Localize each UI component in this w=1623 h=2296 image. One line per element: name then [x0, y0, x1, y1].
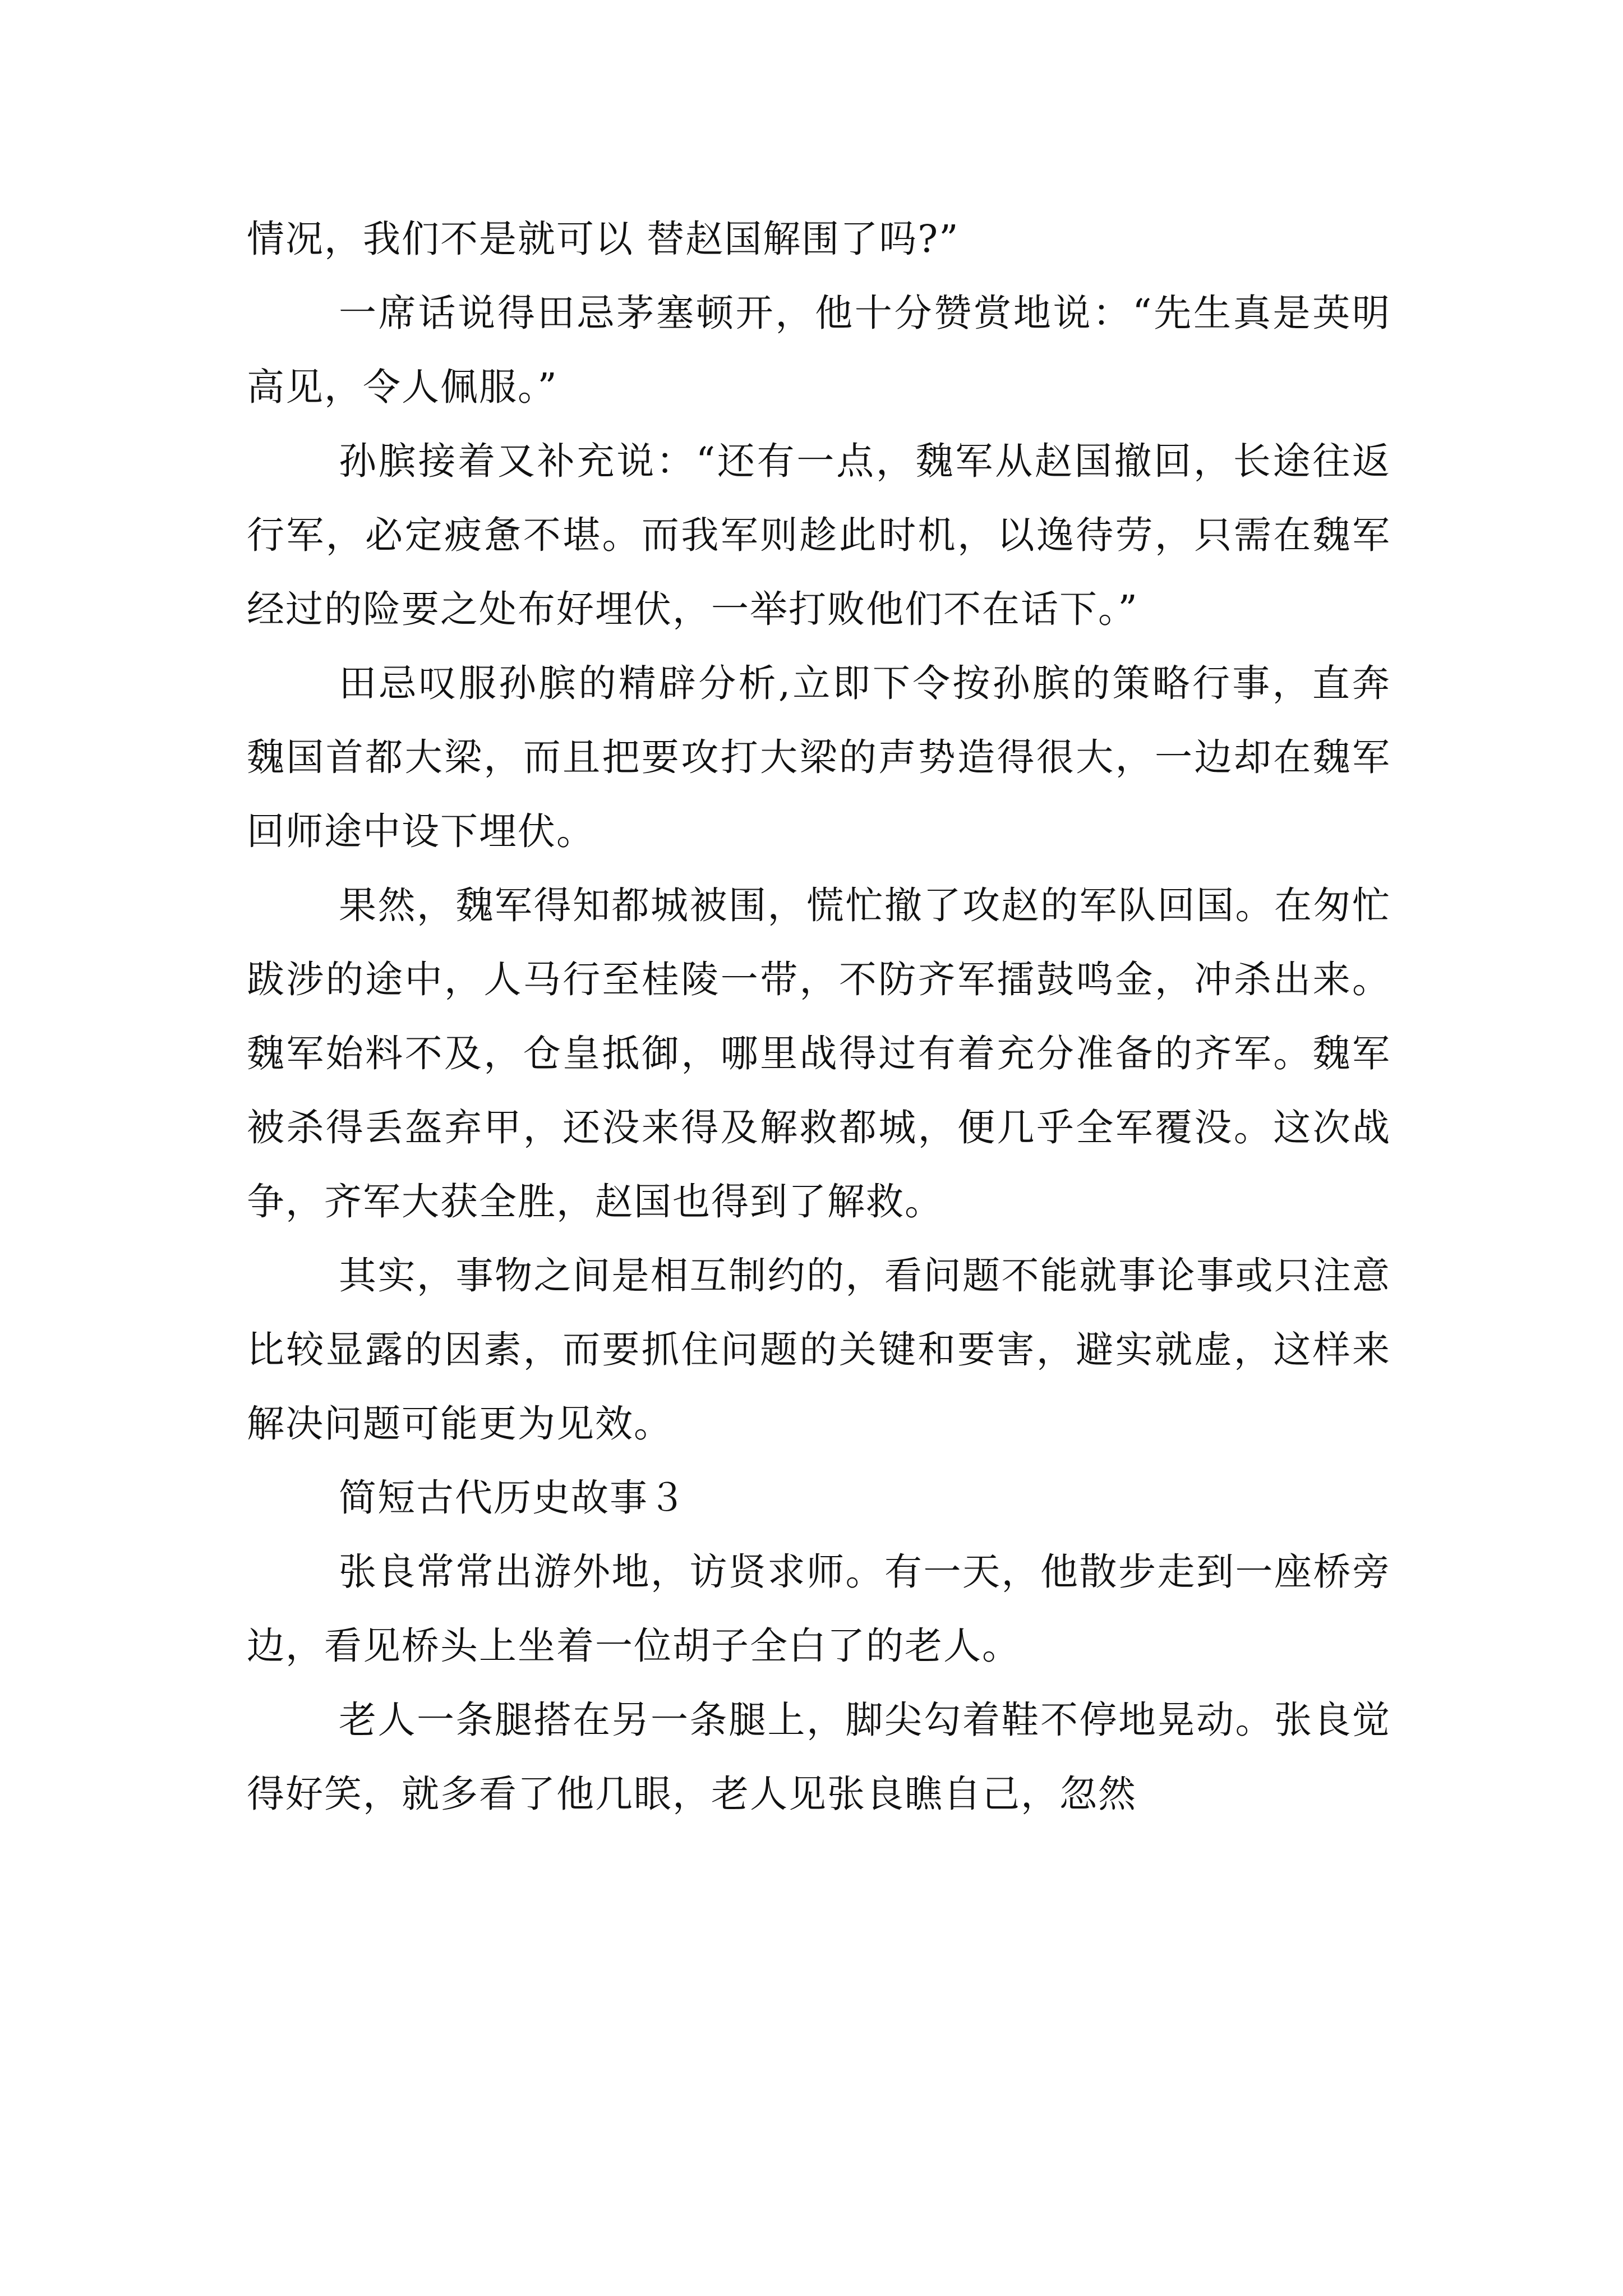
paragraph: 其实，事物之间是相互制约的，看问题不能就事论事或只注意比较显露的因素，而要抓住问题的关键和要害，避实就虚，这样来解决问题可能更为见效。	[247, 1254, 1391, 1446]
paragraph: 孙膑接着又补充说：“还有一点，魏军从赵国撤回，长途往返行军，必定疲惫不堪。而我军则趁此时机，以逸待劳，只需在魏军经过的险要之处布好埋伏，一举打败他们不在话下。”	[247, 439, 1391, 631]
paragraph-continuation: 情况，我们不是就可以 替赵国解围了吗?”	[247, 217, 960, 261]
paragraph: 果然，魏军得知都城被围，慌忙撤了攻赵的军队回国。在匆忙跋涉的途中，人马行至桂陵一带，不防齐军擂鼓鸣金，冲杀出来。魏军始料不及，仓皇抵御，哪里战得过有着充分准备的齐军。魏军被杀得丢盔弃甲，还没来得及解救都城，便几乎全军覆没。这次战争，齐军大获全胜，赵国也得到了解救。	[247, 884, 1391, 1223]
paragraph: 老人一条腿搭在另一条腿上，脚尖勾着鞋不停地晃动。张良觉得好笑，就多看了他几眼，老人见张良瞧自己，忽然	[247, 1698, 1391, 1816]
paragraph: 张良常常出游外地，访贤求师。有一天，他散步走到一座桥旁边，看见桥头上坐着一位胡子全白了的老人。	[247, 1550, 1391, 1668]
body-text	[247, 202, 1391, 1831]
paragraph: 田忌叹服孙膑的精辟分析,立即下令按孙膑的策略行事，直奔魏国首都大梁，而且把要攻打大梁的声势造得很大，一边却在魏军回师途中设下埋伏。	[247, 661, 1391, 853]
section-heading: 简短古代历史故事３	[339, 1476, 687, 1520]
paragraph: 一席话说得田忌茅塞顿开，他十分赞赏地说：“先生真是英明高见，令人佩服。”	[247, 291, 1391, 409]
